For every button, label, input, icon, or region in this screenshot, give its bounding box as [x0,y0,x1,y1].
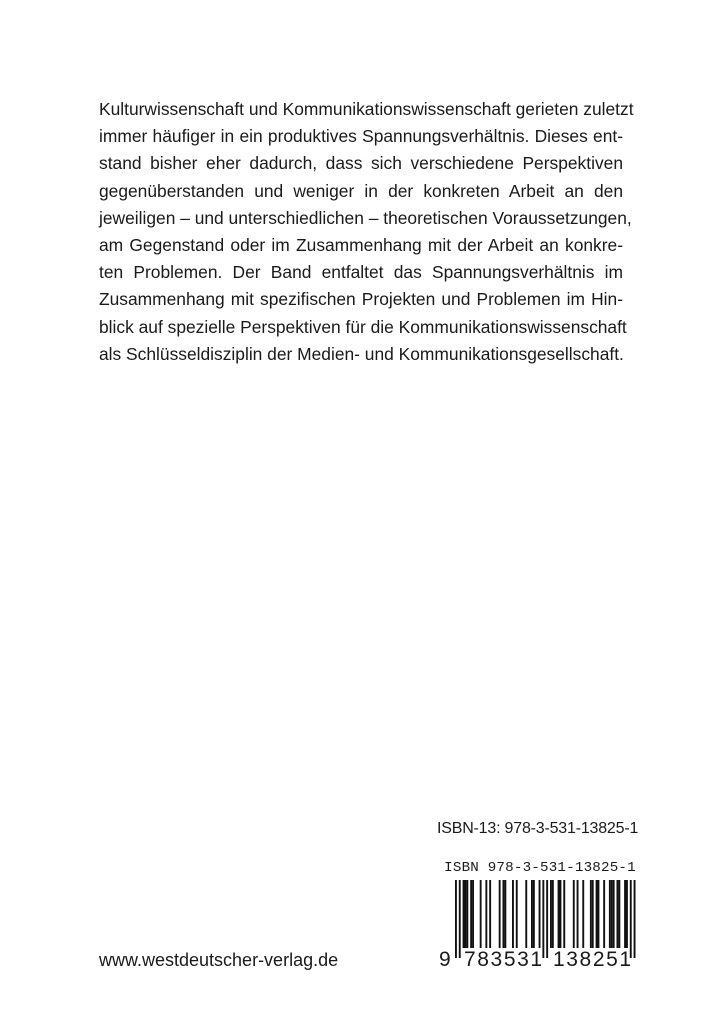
blurb-line: als Schlüsseldisziplin der Medien- und Kommunikationsgesellschaft. [99,343,624,364]
barcode-guard-bar [455,880,457,958]
barcode-bar [618,880,620,948]
blurb-line: gegenüberstanden und weniger in der konkreten Arbeit an den [99,180,623,201]
barcode-bar [504,880,506,948]
blurb-line: stand bisher eher dadurch, dass sich verschiedene Perspektiven [99,153,623,174]
barcode-bar [472,880,474,948]
barcode-bar [465,880,467,948]
barcode-bars [437,880,643,958]
barcode-guard-bar [634,880,636,958]
barcode-bar [485,880,487,948]
barcode-bar [598,880,600,948]
barcode-bar [613,880,615,948]
barcode-bar [466,880,468,948]
barcode-bar [611,880,613,948]
isbn-label: ISBN-13: 978-3-531-13825-1 [437,820,639,837]
barcode-bar [573,880,575,948]
barcode-bar [470,880,472,948]
barcode-bar [499,880,501,948]
barcode-bar [596,880,598,948]
barcode-bar [531,880,533,948]
barcode-bar [525,880,527,948]
barcode-bar [552,880,554,948]
barcode-bar [582,880,584,948]
blurb-line: ten Problemen. Der Band entfaltet das Spannungsverhältnis im [99,262,623,283]
barcode-bar [480,880,482,948]
barcode-bar [577,880,579,948]
barcode-isbn-text: ISBN 978-3-531-13825-1 [444,860,636,876]
barcode-bar [516,880,518,948]
barcode-bar [558,880,560,948]
barcode-bar [503,880,505,948]
barcode-bar [624,880,626,948]
barcode-digits-left: 783531 [464,948,544,971]
blurb-line: Kulturwissenschaft und Kommunikationswissenschaft gerieten zuletzt [99,99,634,119]
barcode-bar [560,880,562,948]
barcode-digit-first: 9 [439,948,451,971]
barcode-bar [590,880,592,948]
barcode-bar [592,880,594,948]
isbn-barcode [437,860,643,978]
barcode-bar [533,880,535,948]
barcode-bar [539,880,541,948]
barcode-bar [463,880,465,948]
barcode-bar [489,880,491,948]
blurb-line: am Gegenstand oder im Zusammenhang mit der Arbeit an konkre- [99,235,623,256]
blurb-line: Zusammenhang mit spezifischen Projekten und Problemen im Hin- [99,289,623,310]
barcode-bar [617,880,619,948]
barcode-bar [550,880,552,948]
barcode-guard-bar [630,880,632,958]
publisher-website: www.westdeutscher-verlag.de [99,950,339,970]
barcode-bar [563,880,565,948]
back-cover-blurb [99,96,634,368]
barcode-guard-bar [459,880,461,958]
barcode-bar [512,880,514,948]
barcode-bar [609,880,611,948]
barcode-guard-bar [542,880,544,958]
blurb-line: jeweiligen – und unterschiedlichen – theoretischen Voraussetzungen, [99,207,632,228]
barcode-bar [626,880,628,948]
blurb-line: immer häufiger in ein produktives Spannungsverhältnis. Dieses ent- [99,126,623,147]
blurb-line: blick auf spezielle Perspektiven für die Kommunikationswissenschaft [99,316,627,337]
barcode-guard-bar [546,880,548,958]
barcode-digits-right: 138251 [553,948,633,971]
barcode-bar [603,880,605,948]
